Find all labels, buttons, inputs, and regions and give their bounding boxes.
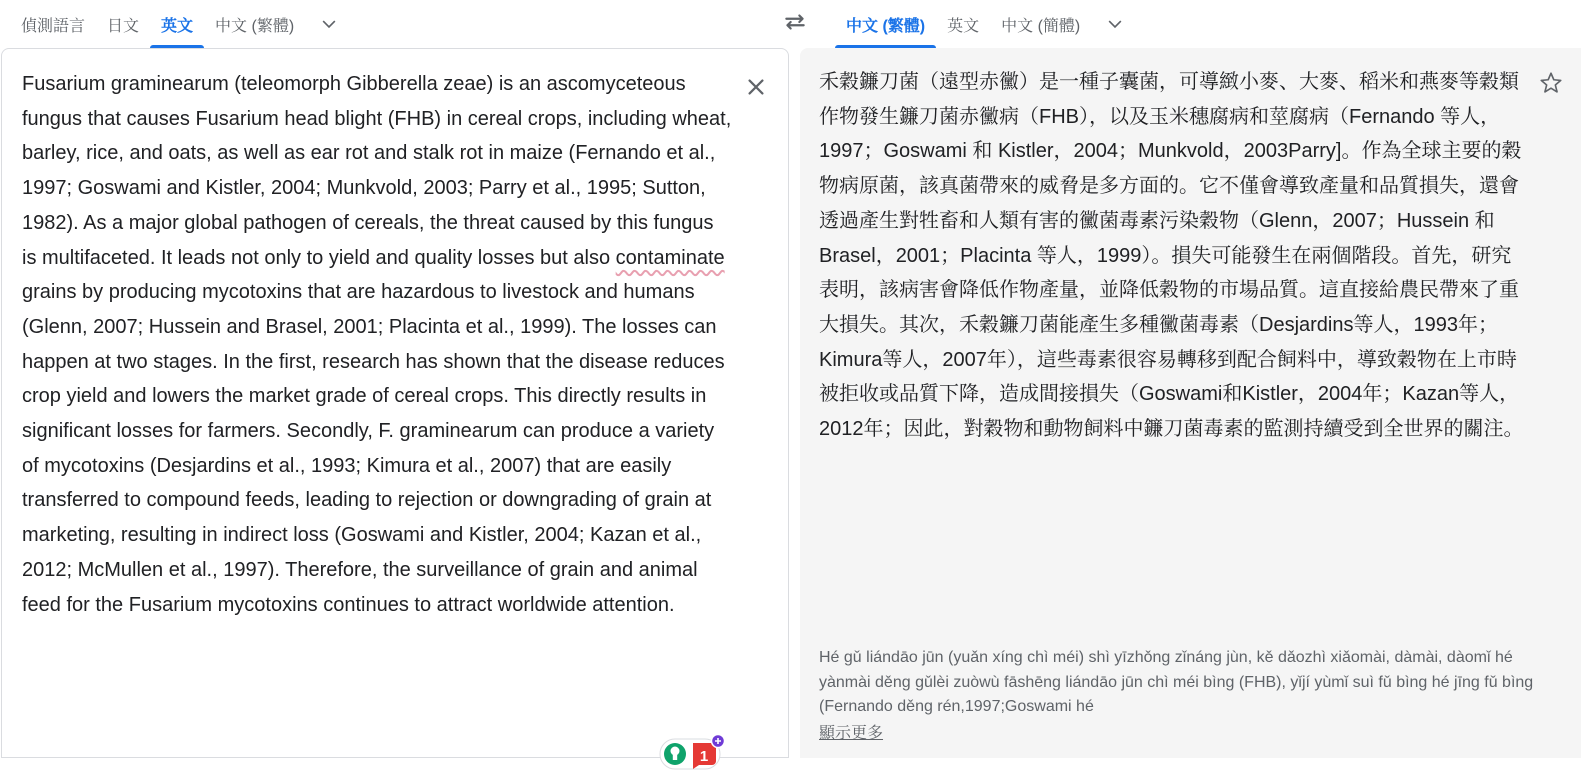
chevron-down-icon [319,14,339,34]
source-language-bar [0,0,792,48]
chevron-down-icon [1105,14,1125,34]
translation-text: 禾穀鐮刀菌（遠型赤黴）是一種子囊菌，可導緻小麥、大麥、稻米和燕麥等穀類作物發生鐮刀菌赤黴病（FHB），以及玉米穗腐病和莖腐病（Fernando 等人，1997；Goswami 和 Kistler，2004；Munkvold，2003Parry]。作為全球主要的穀物病原菌，該真菌帶來的威脅是多方面的。它不僅會導致產量和品質損失，還會透過產生對牲畜和人類有害的黴菌毒素污染穀物（Glenn，2007；Hussein 和 Brasel，2001；Placinta 等人，1999）。損失可能發生在兩個階段。首先，研究表明，該病害會降低作物產量，並降低穀物的市場品質。這直接給農民帶來了重大損失。其次，禾穀鐮刀菌能產生多種黴菌毒素（Desjardins等人，1993年；Kimura等人，2007年），這些毒素很容易轉移到配合飼料中，導致穀物在上市時被拒收或品質下降，造成間接損失（Goswami和Kistler，2004年；Kazan等人，2012年；因此，對穀物和動物飼料中鐮刀菌毒素的監測持續受到全世界的關注。 [819,71,1524,441]
show-more-link[interactable]: 顯示更多 [819,725,884,742]
swap-languages-icon [782,9,808,35]
source-text-input[interactable] [22,67,732,622]
source-text-after: grains by producing mycotoxins that are hazardous to livestock and humans (Glenn, 2007; Hussein and Brasel, 2001; Placinta et al., 1999). The losses can happen at two stages. In the first, research has shown that the disease reduces crop yield and lowers the market grade of cereal crops. This directly results in significant losses for farmers. Secondly, F. graminearum can produce a variety of mycotoxins (Desjardins et al., 1993; Kimura et al., 2007) that are easily transferred to compound feeds, leading to rejection or downgrading of grain at marketing, resulting in indirect loss (Goswami and Kistler, 2004; Kazan et al., 2012; McMullen et al., 1997). Therefore, the surveillance of grain and animal feed for the Fusarium mycotoxins continues to attract worldwide attention. [22,281,725,616]
target-tab-chinese-traditional[interactable]: 中文 (繁體) [835,0,936,48]
source-text-before: Fusarium graminearum (teleomorph Gibberella zeae) is an ascomyceteous fungus that causes Fusarium head blight (FHB) in cereal crops, including wheat, barley, rice, and oats, as well as ear rot and stalk rot in maize (Fernando et al., 1997; Goswami and Kistler, 2004; Munkvold, 2003; Parry et al., 1995; Sutton, 1982). As a major global pathogen of cereals, the threat caused by this fungus is multifaceted. It leads not only to yield and quality losses but also [22,73,732,269]
target-tab-english[interactable]: 英文 [947,17,980,35]
swap-languages-button[interactable] [779,6,811,38]
badge-count: 1 [699,748,709,765]
source-text-panel [1,48,789,765]
target-language-bar [835,0,1581,48]
extension-icons [658,735,728,771]
extension-overlay-graphic [658,735,728,775]
save-translation-button[interactable] [1538,70,1566,98]
source-tab-detect[interactable]: 偵測語言 [21,17,86,35]
lightbulb-icon[interactable] [664,743,686,765]
star-icon [1538,70,1564,96]
clear-source-button[interactable] [740,71,772,103]
source-tab-english[interactable]: 英文 [150,0,204,48]
source-tab-chinese-traditional[interactable]: 中文 (繁體) [215,17,295,35]
target-more-languages-button[interactable] [1091,0,1139,48]
source-tab-japanese[interactable]: 日文 [107,17,140,35]
translation-panel [800,48,1581,758]
misspelled-word[interactable]: contaminate [615,246,725,269]
close-icon [745,76,767,98]
source-more-languages-button[interactable] [305,0,353,48]
romanization-text: Hé gǔ liándāo jūn (yuǎn xíng chì méi) shì yīzhǒng zǐnáng jùn, kě dǎozhì xiǎomài, dàmài, dàomǐ hé yànmài děng gǔlèi zuòwù fāshēng liándāo jūn chì méi bìng (FHB), yǐjí yùmǐ suì fǔ bìng hé jīng fǔ bìng (Fernando děng rén,1997;Goswami hé [819,649,1534,715]
target-tab-chinese-simplified[interactable]: 中文 (簡體) [1001,17,1081,35]
